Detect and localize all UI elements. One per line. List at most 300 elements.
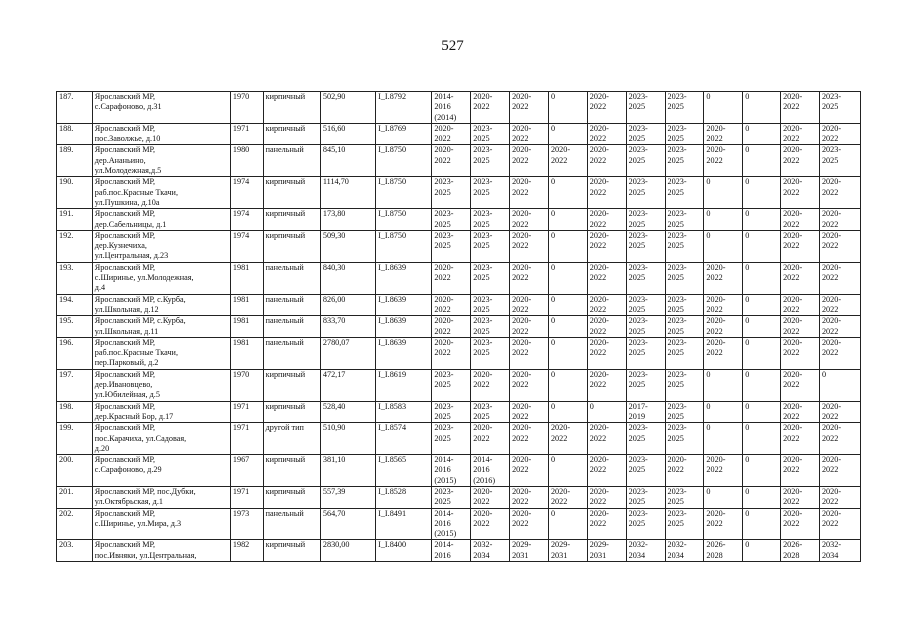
- cell-year-built: 1981: [230, 337, 263, 369]
- cell-row-number: 196.: [57, 337, 93, 369]
- table-row: [57, 177, 861, 209]
- cell-area: 502,90: [320, 92, 375, 124]
- cell-work-period-9: 0: [743, 423, 781, 455]
- cell-work-period-10: 2020- 2022: [781, 423, 820, 455]
- cell-work-period-10: 2020- 2022: [781, 230, 820, 262]
- cell-work-period-11: 2032- 2034: [819, 540, 860, 562]
- cell-work-period-3: 2020- 2022: [510, 230, 549, 262]
- cell-year-built: 1980: [230, 145, 263, 177]
- cell-work-period-5: 2020- 2022: [587, 337, 626, 369]
- cell-work-period-6: 2023- 2025: [626, 486, 665, 508]
- cell-wall-material: панельный: [263, 145, 320, 177]
- cell-work-period-1: 2020- 2022: [432, 262, 471, 294]
- table-row: [57, 540, 861, 562]
- cell-work-period-4: 0: [548, 230, 587, 262]
- cell-work-period-11: 2020- 2022: [819, 316, 860, 338]
- cell-work-period-3: 2020- 2022: [510, 123, 549, 145]
- cell-work-period-3: 2020- 2022: [510, 369, 549, 401]
- cell-work-period-6: 2023- 2025: [626, 455, 665, 487]
- cell-work-period-7: 2023- 2025: [665, 230, 704, 262]
- cell-work-period-11: 2020- 2022: [819, 209, 860, 231]
- cell-work-period-7: 2020- 2022: [665, 455, 704, 487]
- table-row: [57, 455, 861, 487]
- cell-object-code: I_I.8528: [376, 486, 432, 508]
- cell-area: 845,10: [320, 145, 375, 177]
- cell-work-period-9: 0: [743, 177, 781, 209]
- housing-register-table: [56, 91, 861, 562]
- cell-work-period-9: 0: [743, 369, 781, 401]
- cell-work-period-1: 2014- 2016: [432, 540, 471, 562]
- cell-address: Ярославский МР, пос.Дубки, ул.Октябрьская, д.1: [92, 486, 230, 508]
- cell-object-code: I_I.8583: [376, 401, 432, 423]
- cell-address: Ярославский МР, раб.пос.Красные Ткачи, пер.Парковый, д.2: [92, 337, 230, 369]
- cell-work-period-9: 0: [743, 262, 781, 294]
- cell-wall-material: кирпичный: [263, 455, 320, 487]
- cell-work-period-2: 2023- 2025: [471, 294, 510, 316]
- cell-work-period-6: 2023- 2025: [626, 230, 665, 262]
- cell-object-code: I_I.8491: [376, 508, 432, 540]
- cell-work-period-7: 2023- 2025: [665, 369, 704, 401]
- cell-work-period-11: 2020- 2022: [819, 177, 860, 209]
- cell-wall-material: панельный: [263, 262, 320, 294]
- cell-work-period-4: 0: [548, 337, 587, 369]
- cell-work-period-11: 2020- 2022: [819, 508, 860, 540]
- cell-year-built: 1981: [230, 316, 263, 338]
- cell-work-period-7: 2023- 2025: [665, 423, 704, 455]
- cell-row-number: 187.: [57, 92, 93, 124]
- cell-area: 1114,70: [320, 177, 375, 209]
- cell-work-period-3: 2020- 2022: [510, 262, 549, 294]
- cell-work-period-9: 0: [743, 401, 781, 423]
- cell-work-period-8: 0: [704, 423, 743, 455]
- cell-work-period-8: 0: [704, 369, 743, 401]
- cell-work-period-10: 2020- 2022: [781, 401, 820, 423]
- cell-work-period-4: 0: [548, 401, 587, 423]
- cell-work-period-7: 2023- 2025: [665, 262, 704, 294]
- table-row: [57, 230, 861, 262]
- cell-address: Ярославский МР, с.Курба, ул.Школьная, д.12: [92, 294, 230, 316]
- cell-work-period-7: 2023- 2025: [665, 486, 704, 508]
- cell-address: Ярославский МР, с.Ширинье, ул.Молодежная, д.4: [92, 262, 230, 294]
- cell-address: Ярославский МР, дер.Ивановцево, ул.Юбилейная, д.5: [92, 369, 230, 401]
- cell-object-code: I_I.8565: [376, 455, 432, 487]
- cell-work-period-11: 2023- 2025: [819, 145, 860, 177]
- table-row: [57, 486, 861, 508]
- cell-year-built: 1974: [230, 209, 263, 231]
- cell-work-period-6: 2023- 2025: [626, 508, 665, 540]
- cell-work-period-2: 2023- 2025: [471, 262, 510, 294]
- cell-work-period-2: 2023- 2025: [471, 177, 510, 209]
- cell-work-period-4: 0: [548, 92, 587, 124]
- cell-object-code: I_I.8639: [376, 337, 432, 369]
- cell-work-period-11: 2020- 2022: [819, 486, 860, 508]
- cell-work-period-3: 2020- 2022: [510, 486, 549, 508]
- cell-work-period-5: 2020- 2022: [587, 455, 626, 487]
- cell-work-period-2: 2032- 2034: [471, 540, 510, 562]
- cell-work-period-11: 2020- 2022: [819, 337, 860, 369]
- cell-work-period-5: 2020- 2022: [587, 369, 626, 401]
- table-row: [57, 401, 861, 423]
- cell-work-period-4: 0: [548, 369, 587, 401]
- cell-work-period-5: 2020- 2022: [587, 177, 626, 209]
- cell-work-period-3: 2029- 2031: [510, 540, 549, 562]
- cell-object-code: I_I.8792: [376, 92, 432, 124]
- cell-row-number: 202.: [57, 508, 93, 540]
- cell-work-period-1: 2023- 2025: [432, 401, 471, 423]
- cell-work-period-11: 2020- 2022: [819, 294, 860, 316]
- cell-work-period-2: 2023- 2025: [471, 401, 510, 423]
- cell-work-period-3: 2020- 2022: [510, 455, 549, 487]
- cell-year-built: 1974: [230, 230, 263, 262]
- cell-work-period-1: 2014- 2016 (2015): [432, 455, 471, 487]
- cell-row-number: 198.: [57, 401, 93, 423]
- table-row: [57, 316, 861, 338]
- cell-work-period-2: 2023- 2025: [471, 230, 510, 262]
- cell-work-period-4: 2020- 2022: [548, 145, 587, 177]
- cell-area: 509,30: [320, 230, 375, 262]
- cell-work-period-4: 0: [548, 262, 587, 294]
- table-body: [57, 92, 861, 562]
- cell-work-period-7: 2023- 2025: [665, 123, 704, 145]
- cell-address: Ярославский МР, пос.Карачиха, ул.Садовая, д.20: [92, 423, 230, 455]
- cell-work-period-2: 2023- 2025: [471, 145, 510, 177]
- cell-work-period-1: 2020- 2022: [432, 337, 471, 369]
- table-row: [57, 262, 861, 294]
- cell-year-built: 1967: [230, 455, 263, 487]
- cell-work-period-10: 2020- 2022: [781, 294, 820, 316]
- cell-row-number: 197.: [57, 369, 93, 401]
- cell-object-code: I_I.8639: [376, 316, 432, 338]
- cell-work-period-6: 2023- 2025: [626, 369, 665, 401]
- cell-work-period-7: 2023- 2025: [665, 294, 704, 316]
- cell-work-period-1: 2020- 2022: [432, 294, 471, 316]
- cell-object-code: I_I.8400: [376, 540, 432, 562]
- cell-year-built: 1971: [230, 123, 263, 145]
- cell-work-period-10: 2020- 2022: [781, 209, 820, 231]
- cell-work-period-10: 2020- 2022: [781, 369, 820, 401]
- cell-work-period-10: 2020- 2022: [781, 455, 820, 487]
- cell-work-period-10: 2026- 2028: [781, 540, 820, 562]
- table-row: [57, 337, 861, 369]
- cell-row-number: 191.: [57, 209, 93, 231]
- table-row: [57, 508, 861, 540]
- table-row: [57, 92, 861, 124]
- cell-area: 840,30: [320, 262, 375, 294]
- cell-work-period-2: 2020- 2022: [471, 369, 510, 401]
- cell-wall-material: кирпичный: [263, 401, 320, 423]
- cell-work-period-11: 2020- 2022: [819, 455, 860, 487]
- cell-year-built: 1981: [230, 262, 263, 294]
- cell-work-period-2: 2020- 2022: [471, 486, 510, 508]
- cell-year-built: 1971: [230, 401, 263, 423]
- cell-year-built: 1971: [230, 423, 263, 455]
- cell-work-period-11: 2020- 2022: [819, 123, 860, 145]
- cell-work-period-3: 2020- 2022: [510, 337, 549, 369]
- cell-work-period-10: 2020- 2022: [781, 262, 820, 294]
- cell-work-period-9: 0: [743, 508, 781, 540]
- cell-work-period-9: 0: [743, 92, 781, 124]
- table-row: [57, 369, 861, 401]
- cell-area: 173,80: [320, 209, 375, 231]
- cell-work-period-1: 2020- 2022: [432, 316, 471, 338]
- cell-work-period-3: 2020- 2022: [510, 145, 549, 177]
- cell-work-period-5: 2020- 2022: [587, 262, 626, 294]
- cell-area: 2830,00: [320, 540, 375, 562]
- cell-row-number: 201.: [57, 486, 93, 508]
- cell-work-period-8: 0: [704, 92, 743, 124]
- cell-address: Ярославский МР, раб.пос.Красные Ткачи, ул.Пушкина, д.10а: [92, 177, 230, 209]
- table-row: [57, 209, 861, 231]
- cell-row-number: 193.: [57, 262, 93, 294]
- cell-work-period-3: 2020- 2022: [510, 401, 549, 423]
- cell-work-period-9: 0: [743, 455, 781, 487]
- cell-work-period-9: 0: [743, 209, 781, 231]
- cell-address: Ярославский МР, пос.Заволжье, д.10: [92, 123, 230, 145]
- cell-work-period-10: 2020- 2022: [781, 486, 820, 508]
- cell-work-period-8: 0: [704, 230, 743, 262]
- cell-address: Ярославский МР, дер.Сабельницы, д.1: [92, 209, 230, 231]
- cell-row-number: 199.: [57, 423, 93, 455]
- cell-work-period-5: 2020- 2022: [587, 294, 626, 316]
- cell-object-code: I_I.8750: [376, 230, 432, 262]
- cell-work-period-6: 2023- 2025: [626, 262, 665, 294]
- cell-area: 472,17: [320, 369, 375, 401]
- cell-work-period-11: 2020- 2022: [819, 262, 860, 294]
- cell-wall-material: кирпичный: [263, 92, 320, 124]
- cell-work-period-3: 2020- 2022: [510, 508, 549, 540]
- cell-work-period-2: 2023- 2025: [471, 316, 510, 338]
- cell-work-period-8: 2020- 2022: [704, 316, 743, 338]
- cell-area: 516,60: [320, 123, 375, 145]
- cell-row-number: 195.: [57, 316, 93, 338]
- cell-work-period-7: 2032- 2034: [665, 540, 704, 562]
- cell-wall-material: кирпичный: [263, 486, 320, 508]
- page-number: 527: [441, 38, 464, 54]
- cell-work-period-1: 2023- 2025: [432, 230, 471, 262]
- cell-work-period-1: 2023- 2025: [432, 486, 471, 508]
- cell-work-period-7: 2023- 2025: [665, 92, 704, 124]
- cell-work-period-1: 2014- 2016 (2014): [432, 92, 471, 124]
- cell-work-period-10: 2020- 2022: [781, 337, 820, 369]
- cell-work-period-7: 2023- 2025: [665, 209, 704, 231]
- cell-work-period-8: 0: [704, 401, 743, 423]
- cell-address: Ярославский МР, дер.Красный Бор, д.17: [92, 401, 230, 423]
- cell-row-number: 203.: [57, 540, 93, 562]
- cell-work-period-10: 2020- 2022: [781, 92, 820, 124]
- cell-work-period-4: 2020- 2022: [548, 486, 587, 508]
- cell-area: 381,10: [320, 455, 375, 487]
- cell-work-period-9: 0: [743, 294, 781, 316]
- cell-work-period-5: 2020- 2022: [587, 209, 626, 231]
- cell-work-period-6: 2023- 2025: [626, 177, 665, 209]
- cell-work-period-2: 2023- 2025: [471, 337, 510, 369]
- table-row: [57, 145, 861, 177]
- cell-area: 528,40: [320, 401, 375, 423]
- cell-work-period-5: 2020- 2022: [587, 145, 626, 177]
- cell-area: 564,70: [320, 508, 375, 540]
- cell-work-period-11: 2023- 2025: [819, 92, 860, 124]
- table-row: [57, 294, 861, 316]
- cell-work-period-2: 2014- 2016 (2016): [471, 455, 510, 487]
- cell-wall-material: кирпичный: [263, 369, 320, 401]
- cell-work-period-2: 2020- 2022: [471, 423, 510, 455]
- table-row: [57, 123, 861, 145]
- cell-object-code: I_I.8769: [376, 123, 432, 145]
- cell-work-period-1: 2023- 2025: [432, 423, 471, 455]
- cell-row-number: 188.: [57, 123, 93, 145]
- cell-work-period-4: 2020- 2022: [548, 423, 587, 455]
- cell-object-code: I_I.8750: [376, 177, 432, 209]
- cell-work-period-1: 2014- 2016 (2015): [432, 508, 471, 540]
- cell-address: Ярославский МР, с.Ширинье, ул.Мира, д.3: [92, 508, 230, 540]
- cell-work-period-2: 2023- 2025: [471, 123, 510, 145]
- cell-work-period-6: 2023- 2025: [626, 145, 665, 177]
- cell-work-period-3: 2020- 2022: [510, 177, 549, 209]
- cell-work-period-11: 2020- 2022: [819, 230, 860, 262]
- cell-year-built: 1973: [230, 508, 263, 540]
- cell-work-period-7: 2023- 2025: [665, 337, 704, 369]
- cell-work-period-2: 2023- 2025: [471, 209, 510, 231]
- cell-year-built: 1971: [230, 486, 263, 508]
- cell-work-period-4: 0: [548, 508, 587, 540]
- cell-object-code: I_I.8574: [376, 423, 432, 455]
- cell-work-period-6: 2023- 2025: [626, 423, 665, 455]
- cell-work-period-9: 0: [743, 337, 781, 369]
- cell-object-code: I_I.8639: [376, 294, 432, 316]
- cell-work-period-9: 0: [743, 145, 781, 177]
- cell-area: 557,39: [320, 486, 375, 508]
- cell-work-period-3: 2020- 2022: [510, 294, 549, 316]
- cell-wall-material: панельный: [263, 294, 320, 316]
- cell-work-period-2: 2020- 2022: [471, 92, 510, 124]
- cell-work-period-7: 2023- 2025: [665, 316, 704, 338]
- cell-wall-material: другой тип: [263, 423, 320, 455]
- cell-work-period-8: 2026- 2028: [704, 540, 743, 562]
- cell-wall-material: кирпичный: [263, 209, 320, 231]
- cell-work-period-5: 2020- 2022: [587, 316, 626, 338]
- cell-work-period-9: 0: [743, 486, 781, 508]
- cell-work-period-5: 2020- 2022: [587, 486, 626, 508]
- cell-work-period-10: 2020- 2022: [781, 177, 820, 209]
- cell-work-period-11: 0: [819, 369, 860, 401]
- cell-year-built: 1974: [230, 177, 263, 209]
- cell-work-period-5: 2029- 2031: [587, 540, 626, 562]
- cell-work-period-5: 0: [587, 401, 626, 423]
- cell-area: 826,00: [320, 294, 375, 316]
- cell-work-period-7: 2023- 2025: [665, 145, 704, 177]
- cell-work-period-4: 2029- 2031: [548, 540, 587, 562]
- cell-work-period-8: 2020- 2022: [704, 123, 743, 145]
- cell-work-period-3: 2020- 2022: [510, 423, 549, 455]
- cell-year-built: 1970: [230, 369, 263, 401]
- cell-address: Ярославский МР, с.Курба, ул.Школьная, д.11: [92, 316, 230, 338]
- cell-work-period-7: 2023- 2025: [665, 177, 704, 209]
- cell-work-period-1: 2023- 2025: [432, 177, 471, 209]
- cell-row-number: 192.: [57, 230, 93, 262]
- cell-work-period-8: 0: [704, 486, 743, 508]
- cell-address: Ярославский МР, дер.Кузнечиха, ул.Центральная, д.23: [92, 230, 230, 262]
- cell-wall-material: панельный: [263, 508, 320, 540]
- cell-object-code: I_I.8750: [376, 145, 432, 177]
- cell-object-code: I_I.8750: [376, 209, 432, 231]
- cell-work-period-6: 2017- 2019: [626, 401, 665, 423]
- cell-work-period-4: 0: [548, 455, 587, 487]
- cell-work-period-8: 0: [704, 177, 743, 209]
- cell-address: Ярославский МР, с.Сарафоново, д.29: [92, 455, 230, 487]
- cell-year-built: 1982: [230, 540, 263, 562]
- cell-work-period-7: 2023- 2025: [665, 401, 704, 423]
- cell-work-period-8: 0: [704, 209, 743, 231]
- cell-work-period-6: 2023- 2025: [626, 316, 665, 338]
- cell-address: Ярославский МР, дер.Ананьино, ул.Молодежная,д.5: [92, 145, 230, 177]
- cell-work-period-5: 2020- 2022: [587, 423, 626, 455]
- cell-area: 2780,07: [320, 337, 375, 369]
- cell-work-period-8: 2020- 2022: [704, 262, 743, 294]
- cell-work-period-5: 2020- 2022: [587, 92, 626, 124]
- cell-work-period-5: 2020- 2022: [587, 123, 626, 145]
- cell-object-code: I_I.8619: [376, 369, 432, 401]
- cell-work-period-9: 0: [743, 540, 781, 562]
- cell-work-period-10: 2020- 2022: [781, 123, 820, 145]
- cell-work-period-9: 0: [743, 123, 781, 145]
- cell-work-period-10: 2020- 2022: [781, 145, 820, 177]
- cell-work-period-1: 2023- 2025: [432, 209, 471, 231]
- cell-work-period-8: 2020- 2022: [704, 145, 743, 177]
- cell-work-period-6: 2032- 2034: [626, 540, 665, 562]
- table-row: [57, 423, 861, 455]
- cell-address: Ярославский МР, пос.Ивняки, ул.Центральная,: [92, 540, 230, 562]
- cell-year-built: 1970: [230, 92, 263, 124]
- cell-work-period-5: 2020- 2022: [587, 230, 626, 262]
- cell-address: Ярославский МР, с.Сарафоново, д.31: [92, 92, 230, 124]
- cell-wall-material: кирпичный: [263, 230, 320, 262]
- cell-row-number: 189.: [57, 145, 93, 177]
- cell-work-period-3: 2020- 2022: [510, 209, 549, 231]
- cell-wall-material: панельный: [263, 316, 320, 338]
- cell-work-period-3: 2020- 2022: [510, 92, 549, 124]
- cell-work-period-4: 0: [548, 177, 587, 209]
- cell-work-period-6: 2023- 2025: [626, 123, 665, 145]
- cell-work-period-4: 0: [548, 316, 587, 338]
- cell-work-period-8: 2020- 2022: [704, 337, 743, 369]
- cell-work-period-8: 2020- 2022: [704, 508, 743, 540]
- cell-work-period-4: 0: [548, 294, 587, 316]
- cell-work-period-10: 2020- 2022: [781, 316, 820, 338]
- cell-work-period-8: 2020- 2022: [704, 455, 743, 487]
- cell-row-number: 190.: [57, 177, 93, 209]
- cell-area: 833,70: [320, 316, 375, 338]
- cell-work-period-11: 2020- 2022: [819, 401, 860, 423]
- cell-work-period-11: 2020- 2022: [819, 423, 860, 455]
- cell-work-period-2: 2020- 2022: [471, 508, 510, 540]
- cell-work-period-4: 0: [548, 209, 587, 231]
- cell-work-period-6: 2023- 2025: [626, 209, 665, 231]
- cell-row-number: 200.: [57, 455, 93, 487]
- cell-wall-material: кирпичный: [263, 123, 320, 145]
- cell-work-period-1: 2023- 2025: [432, 369, 471, 401]
- cell-work-period-9: 0: [743, 316, 781, 338]
- cell-object-code: I_I.8639: [376, 262, 432, 294]
- cell-work-period-8: 2020- 2022: [704, 294, 743, 316]
- cell-work-period-6: 2023- 2025: [626, 92, 665, 124]
- cell-wall-material: кирпичный: [263, 177, 320, 209]
- cell-work-period-6: 2023- 2025: [626, 337, 665, 369]
- cell-work-period-3: 2020- 2022: [510, 316, 549, 338]
- cell-work-period-10: 2020- 2022: [781, 508, 820, 540]
- cell-year-built: 1981: [230, 294, 263, 316]
- cell-row-number: 194.: [57, 294, 93, 316]
- cell-work-period-9: 0: [743, 230, 781, 262]
